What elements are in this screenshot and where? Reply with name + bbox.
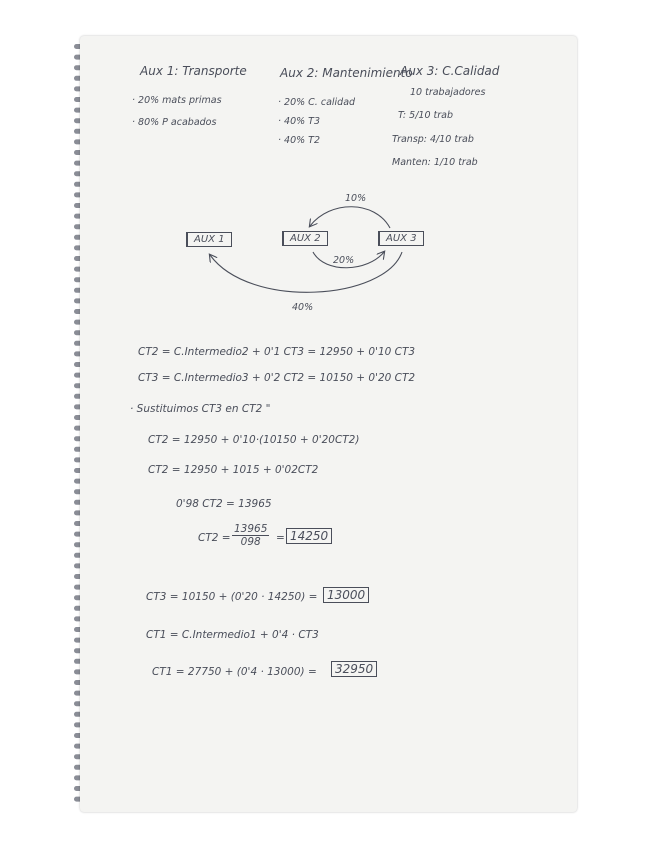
ct2-result-box: 14250	[286, 528, 332, 544]
substitution-note: · Sustituimos CT3 en CT2 "	[130, 403, 271, 415]
equation-ct1-final: CT1 = 27750 + (0'4 · 13000) =	[152, 666, 317, 678]
equation-simplified: 0'98 CT2 = 13965	[176, 498, 272, 510]
aux1-item-1: · 20% mats primas	[132, 95, 222, 106]
equation-expanded: CT2 = 12950 + 1015 + 0'02CT2	[148, 464, 319, 476]
aux3-item-2: T: 5/10 trab	[398, 110, 453, 121]
ct1-result-box: 32950	[331, 661, 377, 677]
ct2-fraction	[232, 523, 269, 548]
aux2-item-3: · 40% T2	[278, 135, 321, 146]
aux1-title: Aux 1: Transporte	[140, 64, 247, 78]
aux3-item-4: Manten: 1/10 trab	[392, 157, 478, 168]
aux3-item-1: 10 trabajadores	[410, 87, 486, 98]
equation-substituted: CT2 = 12950 + 0'10·(10150 + 0'20CT2)	[148, 434, 360, 446]
aux1-item-2: · 80% P acabados	[132, 117, 217, 128]
arrow-label-top: 10%	[345, 193, 367, 204]
ct2-solve-lhs: CT2 =	[198, 532, 231, 544]
equation-ct3-final: CT3 = 10150 + (0'20 · 14250) =	[146, 591, 318, 603]
aux2-item-2: · 40% T3	[278, 116, 321, 127]
aux3-item-3: Transp: 4/10 trab	[392, 134, 474, 145]
aux2-item-1: · 20% C. calidad	[278, 97, 356, 108]
arrow-aux3-to-aux2	[310, 207, 390, 228]
equation-ct3: CT3 = C.Intermedio3 + 0'2 CT2 = 10150 + 0'20 CT2	[138, 372, 416, 384]
arrow-aux3-to-aux1	[210, 252, 402, 292]
fraction-numerator: 13965	[234, 523, 268, 535]
arrow-label-middle: 20%	[333, 255, 355, 266]
node-aux1: AUX 1	[186, 232, 232, 247]
ct3-result-box: 13000	[323, 587, 369, 603]
equation-ct2: CT2 = C.Intermedio2 + 0'1 CT3 = 12950 + 0'10 CT3	[138, 346, 416, 358]
aux3-title: Aux 3: C.Calidad	[400, 64, 500, 78]
node-aux2: AUX 2	[282, 231, 328, 246]
equation-ct1: CT1 = C.Intermedio1 + 0'4 · CT3	[146, 629, 319, 641]
aux2-title: Aux 2: Mantenimiento	[280, 66, 413, 80]
arrow-label-bottom: 40%	[292, 302, 314, 313]
ct2-equals: =	[276, 532, 285, 544]
node-aux3: AUX 3	[378, 231, 424, 246]
fraction-denominator: 098	[240, 536, 261, 548]
